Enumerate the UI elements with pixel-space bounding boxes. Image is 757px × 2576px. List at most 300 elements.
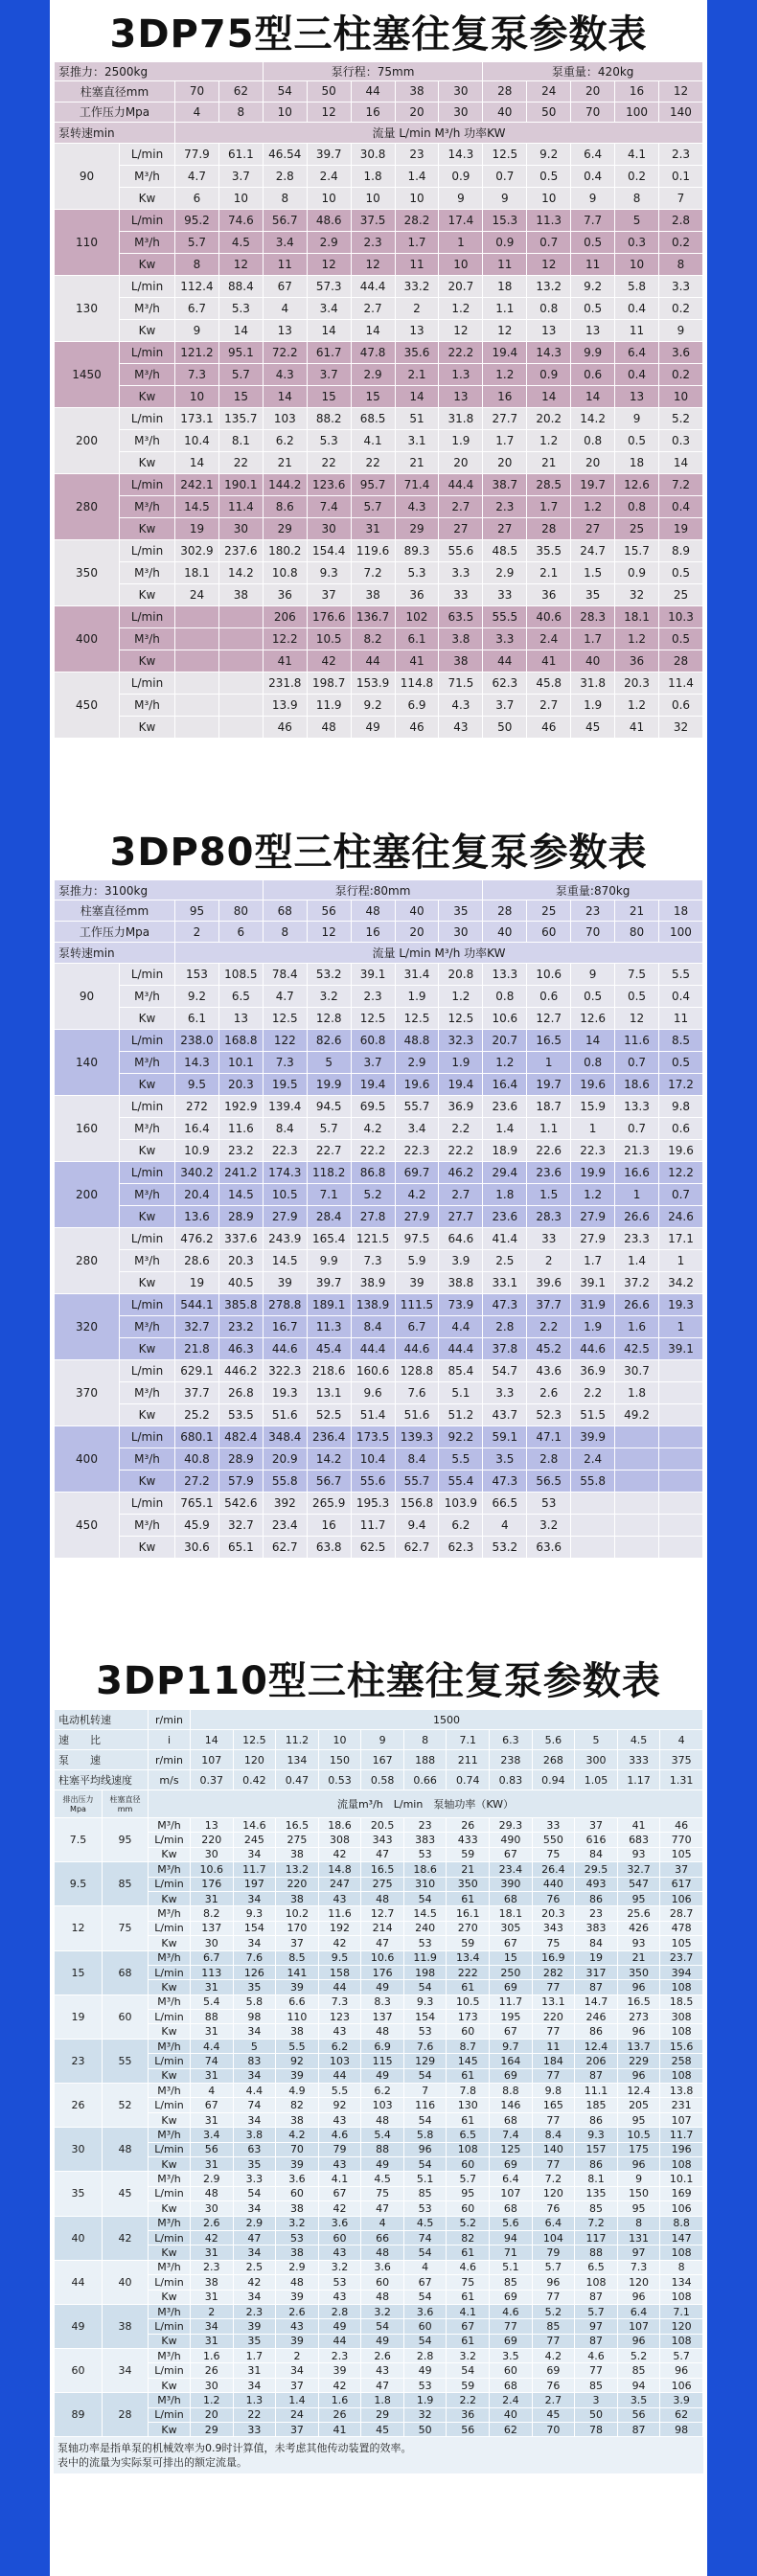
value-cell: 10 xyxy=(527,187,571,209)
data-row xyxy=(55,1074,703,1096)
value-cell xyxy=(658,1360,702,1382)
value-cell: 53 xyxy=(276,2230,319,2245)
pressure-cell: 60 xyxy=(55,2349,103,2393)
value-cell: 18.6 xyxy=(615,1074,659,1096)
value-cell: 53 xyxy=(527,1493,571,1515)
value-cell: 121.2 xyxy=(175,341,219,363)
data-row xyxy=(55,143,703,165)
value-cell: 490 xyxy=(490,1833,533,1847)
value-cell: 6.1 xyxy=(175,1008,219,1030)
unit-cell: L/min xyxy=(120,1162,175,1184)
value-cell: 4.2 xyxy=(276,2128,319,2142)
value-cell: 1.1 xyxy=(527,1118,571,1140)
data-row xyxy=(55,1877,703,1891)
value-cell: 8.9 xyxy=(658,539,702,561)
diameter-cell: 28 xyxy=(483,81,527,103)
value-cell: 41 xyxy=(617,1818,660,1833)
value-cell: 34 xyxy=(233,2024,276,2039)
value-cell: 82 xyxy=(276,2098,319,2112)
value-cell: 21 xyxy=(527,451,571,473)
value-cell: 30.7 xyxy=(615,1360,659,1382)
value-cell: 43 xyxy=(318,1891,361,1905)
pressure-cell: 16 xyxy=(351,102,395,123)
value-cell: 1 xyxy=(439,231,483,253)
value-cell: 42 xyxy=(318,1847,361,1861)
value-cell: 272 xyxy=(175,1096,219,1118)
value-cell: 23.7 xyxy=(660,1950,703,1965)
diameter-cell: 60 xyxy=(103,1995,149,2039)
value-cell: 14 xyxy=(307,319,351,341)
diameter-cell: 30 xyxy=(439,81,483,103)
diameter-cell: 38 xyxy=(395,81,439,103)
value-cell: 9 xyxy=(175,319,219,341)
value-cell: 6.4 xyxy=(615,341,659,363)
data-row xyxy=(55,1493,703,1515)
flow-label: 流量 L/min M³/h 功率KW xyxy=(175,943,703,964)
note-line: 泵轴功率是指单泵的机械效率为0.9时计算值，未考虑其他传动装置的效率。 xyxy=(57,2442,412,2455)
value-cell: 308 xyxy=(318,1833,361,1847)
value-cell: 22 xyxy=(233,2407,276,2422)
data-row xyxy=(55,385,703,407)
value-cell: 0.2 xyxy=(658,297,702,319)
value-cell: 12.5 xyxy=(483,143,527,165)
value-cell: 1.2 xyxy=(483,363,527,385)
value-cell: 45.4 xyxy=(307,1338,351,1360)
value-cell: 48 xyxy=(361,1891,404,1905)
value-cell: 12 xyxy=(307,253,351,275)
value-cell: 53 xyxy=(403,1936,447,1950)
value-cell: 102 xyxy=(395,605,439,627)
avg-unit: m/s xyxy=(149,1770,191,1790)
value-cell: 10.2 xyxy=(276,1906,319,1921)
value-cell: 0.6 xyxy=(527,986,571,1008)
value-cell: 9 xyxy=(439,187,483,209)
value-cell: 18.7 xyxy=(527,1096,571,1118)
pressure-cell: 50 xyxy=(527,102,571,123)
value-cell: 117 xyxy=(575,2230,618,2245)
value-cell: 136.7 xyxy=(351,605,395,627)
table-3dp75 xyxy=(54,61,703,739)
value-cell: 0.7 xyxy=(658,1184,702,1206)
value-cell: 8.4 xyxy=(395,1448,439,1470)
value-cell: 5.1 xyxy=(403,2172,447,2186)
pressure-cell: 30 xyxy=(439,102,483,123)
value-cell: 18.5 xyxy=(660,1995,703,2009)
value-cell: 5.8 xyxy=(233,1995,276,2009)
value-cell: 5.6 xyxy=(490,2216,533,2230)
value-cell: 157 xyxy=(575,2142,618,2156)
value-cell: 108 xyxy=(575,2275,618,2290)
value-cell: 275 xyxy=(361,1877,404,1891)
pressure-cell: 7.5 xyxy=(55,1818,103,1862)
data-row xyxy=(55,2010,703,2024)
value-cell: 131 xyxy=(617,2230,660,2245)
value-cell: 29.4 xyxy=(483,1162,527,1184)
value-cell: 1.4 xyxy=(276,2393,319,2407)
value-cell: 11.6 xyxy=(615,1030,659,1052)
value-cell: 9.8 xyxy=(532,2084,575,2098)
value-cell: 73.9 xyxy=(439,1294,483,1316)
value-cell: 550 xyxy=(532,1833,575,1847)
value-cell: 2 xyxy=(527,1250,571,1272)
unit-cell: Kw xyxy=(149,2334,191,2348)
value-cell: 108 xyxy=(447,2142,490,2156)
value-cell: 144.2 xyxy=(263,473,307,495)
value-cell: 1.5 xyxy=(527,1184,571,1206)
info-weight: 泵重量：420kg xyxy=(483,62,703,81)
value-cell: 14.3 xyxy=(439,143,483,165)
value-cell: 12 xyxy=(615,1008,659,1030)
value-cell: 78 xyxy=(575,2423,618,2437)
pressure-row xyxy=(55,922,703,943)
value-cell: 242.1 xyxy=(175,473,219,495)
value-cell: 4.2 xyxy=(395,1184,439,1206)
pump-cell: 167 xyxy=(361,1750,404,1770)
data-row xyxy=(55,986,703,1008)
unit-cell: Kw xyxy=(149,2201,191,2216)
value-cell: 6.6 xyxy=(276,1995,319,2009)
value-cell: 7.3 xyxy=(617,2260,660,2274)
value-cell: 54 xyxy=(403,2334,447,2348)
ratio-cell: 10 xyxy=(318,1730,361,1750)
unit-cell: M³/h xyxy=(149,2304,191,2318)
value-cell: 5.7 xyxy=(575,2304,618,2318)
value-cell: 12.7 xyxy=(527,1008,571,1030)
data-row xyxy=(55,1921,703,1935)
value-cell: 123 xyxy=(318,2010,361,2024)
data-row xyxy=(55,1980,703,1995)
value-cell: 16.5 xyxy=(527,1030,571,1052)
value-cell: 1.9 xyxy=(571,694,615,716)
value-cell: 14 xyxy=(218,319,263,341)
value-cell: 15 xyxy=(351,385,395,407)
unit-cell: L/min xyxy=(120,1096,175,1118)
pressure-cell: 100 xyxy=(615,102,659,123)
value-cell: 4.3 xyxy=(439,694,483,716)
value-cell: 114.8 xyxy=(395,672,439,694)
value-cell: 48 xyxy=(276,2275,319,2290)
value-cell: 86 xyxy=(575,2024,618,2039)
value-cell: 8.2 xyxy=(351,627,395,650)
value-cell: 39.1 xyxy=(351,964,395,986)
value-cell: 20.7 xyxy=(483,1030,527,1052)
value-cell xyxy=(615,1515,659,1537)
value-cell: 9.2 xyxy=(527,143,571,165)
value-cell: 308 xyxy=(660,2010,703,2024)
value-cell: 156.8 xyxy=(395,1493,439,1515)
value-cell: 0.7 xyxy=(483,165,527,187)
value-cell: 35.6 xyxy=(395,341,439,363)
value-cell: 70 xyxy=(276,2142,319,2156)
value-cell: 14.5 xyxy=(263,1250,307,1272)
value-cell: 39 xyxy=(233,2319,276,2334)
unit-cell: Kw xyxy=(120,1140,175,1162)
value-cell: 27.9 xyxy=(395,1206,439,1228)
pump-cell: 150 xyxy=(318,1750,361,1770)
value-cell: 9.2 xyxy=(175,986,219,1008)
unit-cell: M³/h xyxy=(120,1448,175,1470)
data-row xyxy=(55,2054,703,2068)
unit-cell: L/min xyxy=(120,1426,175,1448)
value-cell: 180.2 xyxy=(263,539,307,561)
value-cell: 1 xyxy=(658,1250,702,1272)
value-cell xyxy=(218,694,263,716)
value-cell: 14.7 xyxy=(575,1995,618,2009)
value-cell: 48 xyxy=(307,716,351,738)
value-cell: 85 xyxy=(403,2186,447,2200)
diameter-row xyxy=(55,900,703,922)
unit-cell: Kw xyxy=(120,1008,175,1030)
value-cell: 21 xyxy=(395,451,439,473)
value-cell: 2.3 xyxy=(658,143,702,165)
value-cell: 23 xyxy=(395,143,439,165)
value-cell: 54 xyxy=(403,2290,447,2304)
value-cell: 392 xyxy=(263,1493,307,1515)
value-cell: 32 xyxy=(658,716,702,738)
ratio-unit: i xyxy=(149,1730,191,1750)
value-cell: 39.6 xyxy=(527,1272,571,1294)
pressure-cell: 12 xyxy=(55,1906,103,1950)
value-cell: 3.3 xyxy=(233,2172,276,2186)
value-cell xyxy=(218,605,263,627)
value-cell: 0.5 xyxy=(658,561,702,583)
value-cell: 30 xyxy=(191,1936,234,1950)
unit-cell: Kw xyxy=(120,716,175,738)
value-cell: 36 xyxy=(615,650,659,672)
value-cell: 231 xyxy=(660,2098,703,2112)
value-cell: 19.9 xyxy=(571,1162,615,1184)
data-row xyxy=(55,2275,703,2290)
value-cell: 1.1 xyxy=(483,297,527,319)
diameter-cell: 95 xyxy=(103,1818,149,1862)
value-cell: 3.7 xyxy=(307,363,351,385)
data-row xyxy=(55,1052,703,1074)
value-cell: 12 xyxy=(483,319,527,341)
value-cell: 39 xyxy=(276,2156,319,2171)
value-cell: 41.4 xyxy=(483,1228,527,1250)
data-row xyxy=(55,539,703,561)
value-cell: 77 xyxy=(532,2156,575,2171)
value-cell: 6.2 xyxy=(263,429,307,451)
unit-cell: M³/h xyxy=(120,495,175,517)
pressure-cell: 30 xyxy=(439,922,483,943)
value-cell: 32.3 xyxy=(439,1030,483,1052)
value-cell: 96 xyxy=(617,2334,660,2348)
ratio-cell: 14 xyxy=(191,1730,234,1750)
value-cell: 74.6 xyxy=(218,209,263,231)
value-cell: 92.2 xyxy=(439,1426,483,1448)
value-cell: 8.1 xyxy=(218,429,263,451)
value-cell: 51 xyxy=(395,407,439,429)
data-row xyxy=(55,2201,703,2216)
value-cell: 43 xyxy=(318,2156,361,2171)
ratio-cell: 6.3 xyxy=(490,1730,533,1750)
value-cell: 12.2 xyxy=(263,627,307,650)
value-cell xyxy=(615,1493,659,1515)
value-cell: 67 xyxy=(447,2319,490,2334)
value-cell: 19.7 xyxy=(571,473,615,495)
value-cell: 220 xyxy=(532,2010,575,2024)
value-cell: 6 xyxy=(175,187,219,209)
data-row xyxy=(55,1995,703,2009)
value-cell: 238.0 xyxy=(175,1030,219,1052)
value-cell: 43 xyxy=(318,2290,361,2304)
value-cell: 1.6 xyxy=(318,2393,361,2407)
value-cell: 48 xyxy=(361,2245,404,2260)
value-cell: 97.5 xyxy=(395,1228,439,1250)
pressure-cell: 80 xyxy=(615,922,659,943)
unit-cell: L/min xyxy=(149,2054,191,2068)
value-cell: 34.2 xyxy=(658,1272,702,1294)
value-cell: 1.2 xyxy=(571,495,615,517)
title-3dp110: 3DP110型三柱塞往复泵参数表 xyxy=(96,1659,661,1703)
value-cell: 37.2 xyxy=(615,1272,659,1294)
unit-cell: M³/h xyxy=(149,2084,191,2098)
value-cell: 36 xyxy=(447,2407,490,2422)
value-cell: 20.3 xyxy=(218,1074,263,1096)
value-cell: 5.5 xyxy=(658,964,702,986)
value-cell: 31 xyxy=(191,2024,234,2039)
section-3dp80 xyxy=(54,826,703,1559)
value-cell: 47 xyxy=(361,1847,404,1861)
value-cell: 88 xyxy=(191,2010,234,2024)
value-cell: 4.6 xyxy=(318,2128,361,2142)
pump-cell: 120 xyxy=(233,1750,276,1770)
value-cell: 39 xyxy=(318,2363,361,2378)
data-row xyxy=(55,694,703,716)
value-cell: 75 xyxy=(361,2186,404,2200)
value-cell: 49 xyxy=(361,2334,404,2348)
value-cell: 12.6 xyxy=(615,473,659,495)
value-cell: 32.7 xyxy=(218,1515,263,1537)
value-cell: 10 xyxy=(218,187,263,209)
data-row xyxy=(55,1404,703,1426)
value-cell: 0.1 xyxy=(658,165,702,187)
value-cell: 79 xyxy=(532,2245,575,2260)
diameter-cell: 52 xyxy=(103,2084,149,2128)
value-cell: 6.2 xyxy=(318,2039,361,2053)
value-cell: 35 xyxy=(233,2334,276,2348)
value-cell: 57.3 xyxy=(307,275,351,297)
value-cell: 10 xyxy=(307,187,351,209)
value-cell: 3.2 xyxy=(276,2216,319,2230)
value-cell: 683 xyxy=(617,1833,660,1847)
value-cell: 38 xyxy=(276,2201,319,2216)
pressure-cell: 70 xyxy=(571,922,615,943)
value-cell: 88.2 xyxy=(307,407,351,429)
value-cell: 6.4 xyxy=(571,143,615,165)
value-cell: 0.8 xyxy=(527,297,571,319)
avg-cell: 0.37 xyxy=(191,1770,234,1790)
value-cell: 13.2 xyxy=(527,275,571,297)
value-cell: 13.1 xyxy=(307,1382,351,1404)
value-cell: 70 xyxy=(532,2423,575,2437)
data-row xyxy=(55,1470,703,1493)
data-row xyxy=(55,2319,703,2334)
value-cell: 205 xyxy=(617,2098,660,2112)
value-cell: 542.6 xyxy=(218,1493,263,1515)
value-cell: 85 xyxy=(617,2363,660,2378)
value-cell: 7.3 xyxy=(263,1052,307,1074)
pump-row xyxy=(55,1750,703,1770)
data-row xyxy=(55,429,703,451)
value-cell: 20.5 xyxy=(361,1818,404,1833)
data-row xyxy=(55,2290,703,2304)
value-cell: 3.7 xyxy=(483,694,527,716)
diameter-cell: 85 xyxy=(103,1862,149,1906)
value-cell: 56.7 xyxy=(307,1470,351,1493)
table-3dp80 xyxy=(54,879,703,1559)
value-cell: 95.7 xyxy=(351,473,395,495)
value-cell: 11.9 xyxy=(403,1950,447,1965)
value-cell: 4 xyxy=(483,1515,527,1537)
value-cell: 46.2 xyxy=(439,1162,483,1184)
motor-label: 电动机转速 xyxy=(55,1710,149,1730)
value-cell: 69 xyxy=(490,1980,533,1995)
pressure-cell: 44 xyxy=(55,2260,103,2304)
value-cell: 11 xyxy=(483,253,527,275)
unit-cell: Kw xyxy=(149,1936,191,1950)
data-row xyxy=(55,319,703,341)
value-cell: 86 xyxy=(575,2156,618,2171)
value-cell xyxy=(615,1448,659,1470)
value-cell: 56 xyxy=(617,2407,660,2422)
value-cell: 40.6 xyxy=(527,605,571,627)
value-cell: 31.8 xyxy=(439,407,483,429)
pressure-cell: 100 xyxy=(658,922,702,943)
value-cell: 56 xyxy=(191,2142,234,2156)
value-cell: 0.8 xyxy=(615,495,659,517)
data-row xyxy=(55,1338,703,1360)
value-cell: 85 xyxy=(490,2275,533,2290)
value-cell: 59 xyxy=(447,1936,490,1950)
value-cell: 3.4 xyxy=(191,2128,234,2142)
avg-cell: 0.58 xyxy=(361,1770,404,1790)
value-cell: 150 xyxy=(617,2186,660,2200)
value-cell: 10.1 xyxy=(660,2172,703,2186)
value-cell: 96 xyxy=(617,2024,660,2039)
value-cell: 14 xyxy=(351,319,395,341)
value-cell: 9.3 xyxy=(403,1995,447,2009)
value-cell: 47.3 xyxy=(483,1470,527,1493)
speed-label: 泵转速min xyxy=(55,943,175,964)
value-cell: 108 xyxy=(660,2334,703,2348)
value-cell: 1.6 xyxy=(191,2349,234,2363)
unit-cell: L/min xyxy=(120,672,175,694)
data-row xyxy=(55,2024,703,2039)
value-cell: 42 xyxy=(318,2201,361,2216)
value-cell: 4.5 xyxy=(403,2216,447,2230)
unit-cell: L/min xyxy=(149,2098,191,2112)
diameter-cell: 48 xyxy=(103,2128,149,2172)
value-cell: 7.6 xyxy=(233,1950,276,1965)
value-cell: 2.4 xyxy=(571,1448,615,1470)
value-cell: 75 xyxy=(447,2275,490,2290)
value-cell: 8 xyxy=(263,187,307,209)
diameter-cell: 28 xyxy=(103,2393,149,2437)
unit-cell: L/min xyxy=(120,473,175,495)
value-cell: 38 xyxy=(276,2245,319,2260)
value-cell: 61 xyxy=(447,1891,490,1905)
value-cell: 12 xyxy=(351,253,395,275)
value-cell: 14 xyxy=(175,451,219,473)
value-cell: 139.3 xyxy=(395,1426,439,1448)
value-cell: 3.5 xyxy=(617,2393,660,2407)
diameter-cell: 35 xyxy=(439,900,483,922)
value-cell: 38 xyxy=(351,583,395,605)
diameter-cell: 40 xyxy=(103,2260,149,2304)
value-cell: 17.1 xyxy=(658,1228,702,1250)
